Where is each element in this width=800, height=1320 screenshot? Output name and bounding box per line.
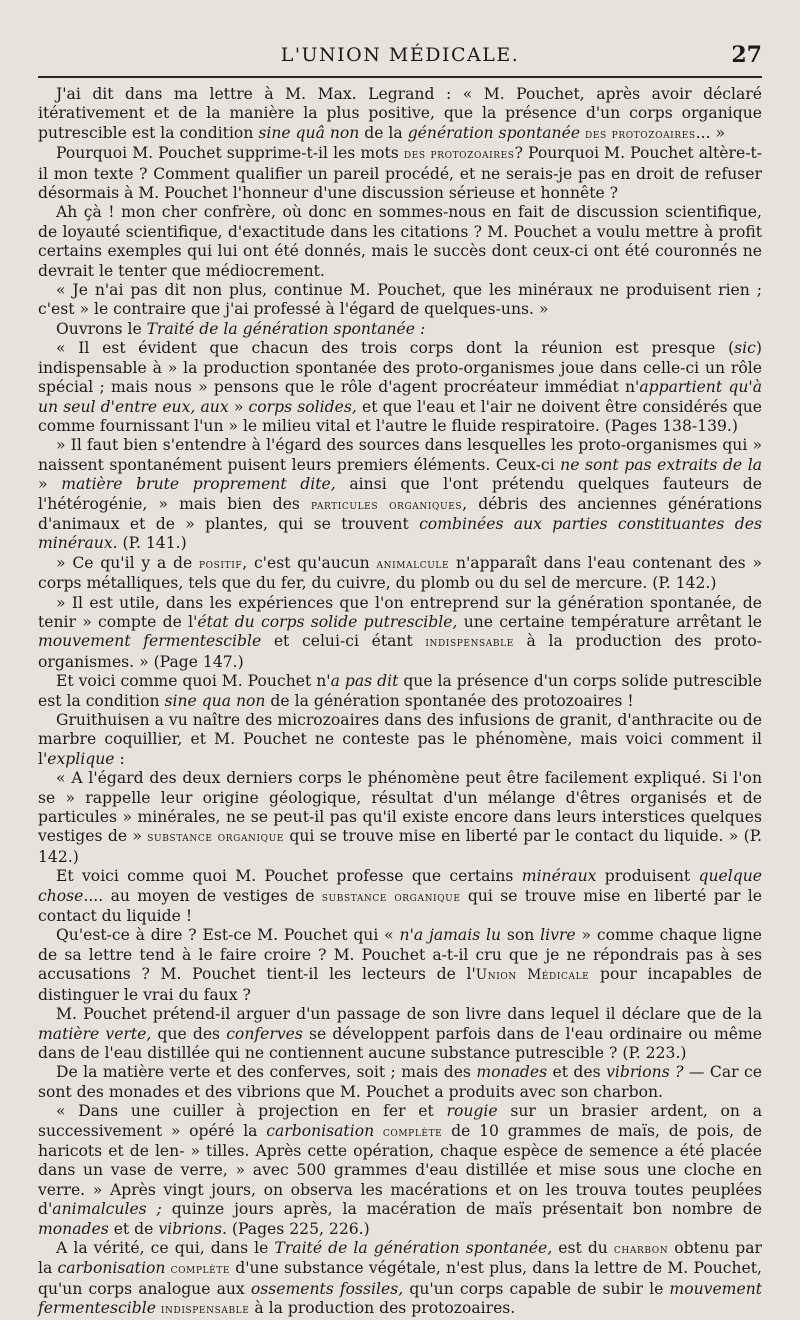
small-caps-text: des protozoaires <box>403 146 515 163</box>
text-run: une certaine température arrêtant le <box>457 612 763 631</box>
small-caps-text: particules organiques <box>311 496 463 513</box>
text-run: sur un brasier ardent, on a successivement » opéré la <box>38 1102 762 1140</box>
italic-text: monades <box>38 1219 109 1238</box>
small-caps-text: indispensable <box>425 634 514 651</box>
text-run: (Pages 225, 226.) <box>226 1219 370 1238</box>
text-run: Ah çà ! mon cher confrère, où donc en sommes-nous en fait de discussion scientifique, de loyauté scientifique, d'exactitude dans les citations ? M. Pouchet a voulu mettre à profit certains exemples qui lui ont été donnés, mais le succès dont ceux-ci ont été couronnés ne devrait le tenter que médiocrement. <box>38 203 762 280</box>
italic-text: combinées aux parties constituantes des minéraux. <box>38 514 762 553</box>
italic-text: carbonisation <box>57 1259 166 1278</box>
paragraph <box>38 281 762 320</box>
header-rule <box>38 76 762 78</box>
small-caps-text: Union Médicale <box>475 967 590 984</box>
text-run: et des <box>547 1063 607 1082</box>
text-run: et que l'eau et l'air ne doivent être considérés que comme fournissant l'un » le milieu vital et l'autre le fluide respiratoire. (Pages 138-139.) <box>38 397 762 435</box>
small-caps-text: charbon <box>613 1240 669 1257</box>
text-run: à la production des protozoaires. <box>249 1299 516 1318</box>
text-run: ) indispensable à » la production spontanée des proto-organismes joue dans celle-ci un rôle spécial ; mais nous » pensons que le rôle d'agent procréateur immédiat n' <box>38 339 762 397</box>
text-run: se développent parfois dans de l'eau ordinaire ou même dans de l'eau distillée qui ne contiennent aucune substance putrescible ? (P. 223.) <box>38 1024 762 1062</box>
text-run: de la <box>359 123 408 142</box>
running-head: L'UNION MÉDICALE. <box>280 44 520 66</box>
text-run: — Car ce sont des monades et des vibrions que M. Pouchet a produits avec son charbon. <box>38 1063 762 1101</box>
paragraph <box>38 926 762 1005</box>
small-caps-text: animalcule <box>376 555 450 572</box>
italic-text: corps solides, <box>248 397 357 416</box>
small-caps-text: positif <box>199 555 243 572</box>
paragraph <box>38 769 762 867</box>
text-run: » <box>38 475 62 494</box>
italic-text: n'a jamais lu <box>399 926 502 945</box>
italic-text: rougie <box>446 1102 498 1121</box>
italic-text: conferves <box>226 1024 303 1043</box>
paragraph <box>38 203 762 281</box>
italic-text: état du corps solide putrescible, <box>197 612 458 631</box>
text-run: » Il faut bien s'entendre à l'égard des sources dans lesquelles les proto-organismes qui » naissent spontanément puisent leurs premiers éléments. Ceux-ci <box>38 436 762 474</box>
italic-text: sine quâ non <box>258 123 360 142</box>
text-run: » comme chaque ligne de sa lettre tend à le faire croire ? M. Pouchet a-t-il cru que je ne répondrais pas à ses accusations ? M. Pouchet tient-il les lecteurs de l' <box>38 926 762 984</box>
paragraph <box>38 711 762 769</box>
italic-text: explique <box>47 749 115 768</box>
text-run: de 10 grammes de maïs, de pois, de haricots et de len- » tilles. Après cette opération, chaque espèce de semence a été placée dans un vase de verre, » avec 500 grammes d'eau distillée et mise sous une cloche en verre. » Après vingt jours, on observa les macérations et on les trouva toutes peuplées d' <box>38 1121 762 1219</box>
text-run: qu'un corps capable de subir le <box>403 1279 670 1298</box>
text-run: Et voici comme quoi M. Pouchet n' <box>56 672 331 691</box>
text-run: » <box>228 397 249 416</box>
text-run: de la génération spontanée des protozoaires ! <box>265 691 634 710</box>
italic-text: mouvement fermentescible <box>38 1279 763 1318</box>
italic-text: sic <box>734 339 756 358</box>
italic-text: vibrions ? <box>606 1063 684 1082</box>
text-run: et celui-ci étant <box>261 632 426 651</box>
text-run: « Dans une cuiller à projection en fer et <box>56 1102 447 1121</box>
text-run: son <box>501 926 541 945</box>
paragraph <box>38 144 762 203</box>
paragraph <box>38 1239 762 1320</box>
text-run: est du <box>552 1238 614 1257</box>
text-run: d'une substance végétale, n'est plus, dans la lettre de M. Pouchet, qu'un corps analogue aux <box>38 1259 762 1298</box>
italic-text: livre <box>540 926 576 945</box>
text-run: qui se trouve mise en liberté par le contact du liquide ! <box>38 886 763 926</box>
text-run: » Il est utile, dans les expériences que l'on entreprend sur la génération spontanée, de tenir » compte de l' <box>38 593 762 631</box>
text-run: , débris des anciennes générations d'animaux et de » plantes, qui se trouvent <box>38 494 762 533</box>
text-run: qui se trouve mise en liberté par le contact du liquide. » (P. 142.) <box>38 827 762 866</box>
small-caps-text: complète <box>170 1261 231 1278</box>
text-run: pour incapables de distinguer le vrai du faux ? <box>38 965 762 1004</box>
text-run: ? Pourquoi M. Pouchet altère-t-il mon texte ? Comment qualifier un pareil procédé, et ne serais-je pas en droit de refuser désormais à M. Pouchet l'honneur d'une discussion sérieuse et honnête ? <box>38 144 763 203</box>
text-run: Gruithuisen a vu naître des microzoaires dans des infusions de granit, d'anthracite ou de marbre coquillier, et M. Pouchet ne conteste pas le phénomène, mais voici comment il l' <box>38 711 762 768</box>
text-run: » Ce qu'il y a de <box>56 553 200 572</box>
text-run: ainsi que l'ont prétendu quelques fauteurs de l'hétérogénie, » mais bien des <box>38 475 763 513</box>
italic-text: matière brute proprement dite, <box>61 475 336 494</box>
text-run: que la présence d'un corps solide putrescible est la condition <box>38 672 763 710</box>
paragraph <box>38 1005 762 1063</box>
article-body <box>38 85 762 1320</box>
paragraph <box>38 1102 762 1239</box>
small-caps-text: substance organique <box>147 829 285 846</box>
text-run: à la production des proto-organismes. » (Page 147.) <box>38 632 762 671</box>
paragraph <box>38 1063 762 1102</box>
italic-text: appartient qu'à un seul d'entre eux, aux <box>38 378 762 416</box>
italic-text: monades <box>476 1063 548 1082</box>
text-run: De la matière verte et des conferves, soit ; mais des <box>56 1063 477 1082</box>
page-number: 27 <box>731 42 762 68</box>
paragraph <box>38 320 762 339</box>
italic-text: ne sont pas extraits de la <box>560 455 762 474</box>
paragraph <box>38 554 762 594</box>
text-run: : <box>114 749 125 768</box>
text-run: n'apparaît dans l'eau contenant des » corps métalliques, tels que du fer, du cuivre, du plomb ou du sel de mercure. (P. 142.) <box>38 553 762 593</box>
text-run: « Il est évident que chacun des trois corps dont la réunion est presque ( <box>56 339 735 358</box>
text-run: produisent <box>596 867 699 886</box>
text-run: (P. 141.) <box>117 534 187 553</box>
text-run: au moyen de vestiges de <box>103 886 322 905</box>
text-run: , c'est qu'aucun <box>242 553 377 572</box>
small-caps-text: substance organique <box>321 888 461 905</box>
italic-text: a pas dit <box>330 672 399 691</box>
text-run: Qu'est-ce à dire ? Est-ce M. Pouchet qui « <box>56 926 400 945</box>
text-run: quinze jours après, la macération de maïs présentait bon nombre de <box>161 1200 762 1219</box>
text-run: Et voici comme quoi M. Pouchet professe que certains <box>56 867 522 886</box>
text-run: « Je n'ai pas dit non plus, continue M. Pouchet, que les minéraux ne produisent rien ; c'est » le contraire que j'ai professé à l'égard de quelques-uns. » <box>38 281 762 319</box>
small-caps-text: des protozoaires <box>585 125 696 142</box>
italic-text: quelque chose.... <box>38 867 762 905</box>
italic-text: carbonisation <box>266 1121 375 1140</box>
text-run: ... » <box>695 123 726 142</box>
italic-text: ossements fossiles, <box>250 1279 404 1298</box>
small-caps-text: complète <box>382 1123 443 1140</box>
text-run: et de <box>108 1219 159 1238</box>
paragraph <box>38 672 762 711</box>
text-run <box>374 1122 383 1140</box>
text-run: que des <box>151 1024 227 1043</box>
text-run: obtenu par la <box>38 1238 762 1278</box>
text-run: « A l'égard des deux derniers corps le phénomène peut être facilement expliqué. Si l'on se » rappelle leur origine géologique, résultat d'un mélange d'êtres organisés et de particules » minérales, ne se peut-il pas qu'il existe encore dans leurs interstices quelques vestiges de » <box>38 769 762 846</box>
text-run: A la vérité, ce qui, dans le <box>56 1238 275 1257</box>
italic-text: animalcules ; <box>52 1200 162 1219</box>
text-run: Ouvrons le <box>56 319 147 338</box>
text-run: J'ai dit dans ma lettre à M. Max. Legrand : « M. Pouchet, après avoir déclaré itérativement et de la manière la plus positive, que la présence d'un corps organique putrescible est la condition <box>38 85 762 142</box>
italic-text: matière verte, <box>38 1024 152 1043</box>
italic-text: génération spontanée <box>407 123 581 142</box>
paragraph <box>38 339 762 436</box>
paragraph <box>38 85 762 144</box>
italic-text: Traité de la génération spontanée : <box>146 319 426 338</box>
italic-text: vibrions. <box>158 1219 227 1238</box>
paragraph <box>38 594 762 673</box>
paragraph <box>38 436 762 553</box>
text-run: Pourquoi M. Pouchet supprime-t-il les mots <box>56 144 404 163</box>
paragraph <box>38 867 762 926</box>
page-header <box>38 40 762 66</box>
italic-text: mouvement fermentescible <box>38 632 262 651</box>
italic-text: Traité de la génération spontanée, <box>274 1238 553 1257</box>
italic-text: minéraux <box>521 867 597 886</box>
small-caps-text: indispensable <box>160 1301 250 1318</box>
text-run: M. Pouchet prétend-il arguer d'un passage de son livre dans lequel il déclare que de la <box>56 1005 762 1024</box>
italic-text: sine qua non <box>164 691 266 710</box>
